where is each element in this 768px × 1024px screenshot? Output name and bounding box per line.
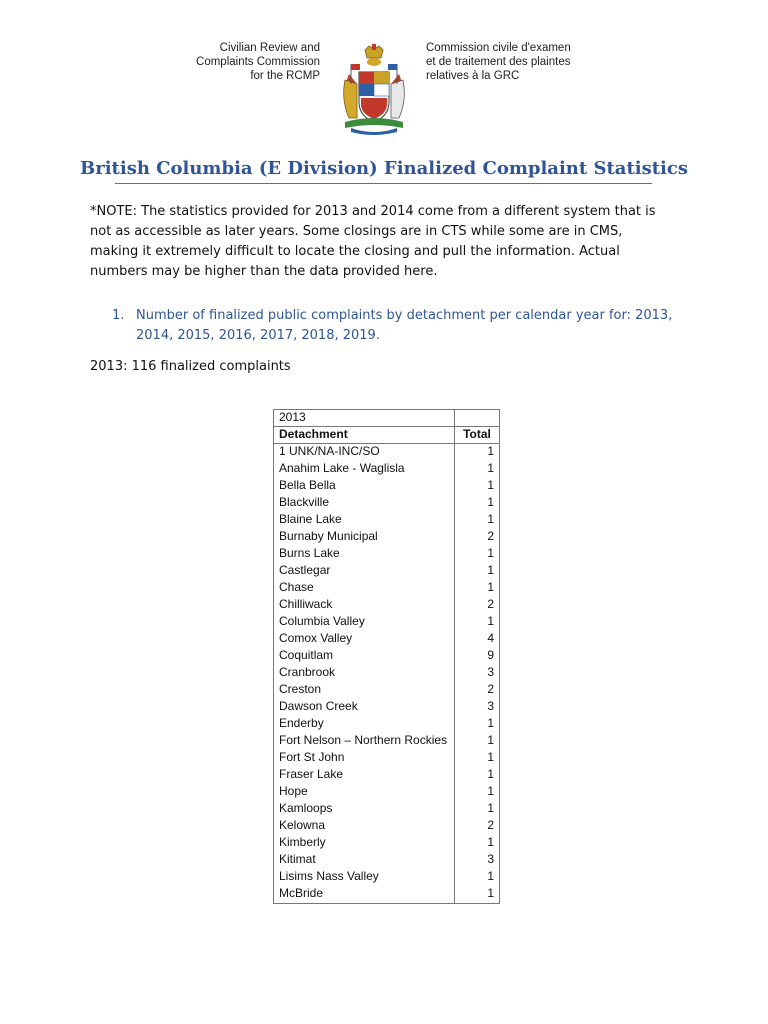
detachment-cell: Fraser Lake: [274, 767, 455, 784]
total-cell: 1: [455, 461, 500, 478]
table-row: [274, 597, 500, 614]
table-row: [274, 767, 500, 784]
table-year-empty: [455, 410, 500, 427]
detachment-cell: Lisims Nass Valley: [274, 869, 455, 886]
table-row: [274, 699, 500, 716]
org-fr-line: et de traitement des plaintes: [426, 56, 571, 68]
total-cell: 1: [455, 444, 500, 462]
total-cell: 1: [455, 478, 500, 495]
table-row: [274, 784, 500, 801]
total-cell: 2: [455, 597, 500, 614]
total-cell: 9: [455, 648, 500, 665]
table-row: [274, 801, 500, 818]
question-number: 1.: [112, 308, 125, 323]
total-cell: 4: [455, 631, 500, 648]
table-year-label: 2013: [274, 410, 455, 427]
total-cell: 1: [455, 784, 500, 801]
table-row: [274, 478, 500, 495]
table-row: [274, 648, 500, 665]
org-en-line: Civilian Review and: [219, 42, 320, 54]
total-cell: 1: [455, 750, 500, 767]
total-cell: 1: [455, 512, 500, 529]
table-row: [274, 750, 500, 767]
table-row: [274, 461, 500, 478]
complaints-table: [273, 409, 500, 904]
total-cell: 1: [455, 835, 500, 852]
table-row: [274, 852, 500, 869]
org-fr-line: Commission civile d'examen: [426, 42, 571, 54]
detachment-cell: Bella Bella: [274, 478, 455, 495]
table-row: [274, 682, 500, 699]
total-cell: 1: [455, 580, 500, 597]
total-cell: 1: [455, 563, 500, 580]
detachment-cell: 1 UNK/NA-INC/SO: [274, 444, 455, 462]
table-row: [274, 512, 500, 529]
table-row: [274, 665, 500, 682]
table-row: [274, 614, 500, 631]
total-cell: 1: [455, 614, 500, 631]
org-en-line: for the RCMP: [250, 70, 320, 82]
total-cell: 3: [455, 699, 500, 716]
detachment-cell: Anahim Lake - Waglisla: [274, 461, 455, 478]
column-header-detachment: Detachment: [274, 427, 455, 444]
table-row: [274, 563, 500, 580]
title-underline: [115, 183, 652, 184]
detachment-cell: Creston: [274, 682, 455, 699]
detachment-cell: Kitimat: [274, 852, 455, 869]
note-paragraph: *NOTE: The statistics provided for 2013 and 2014 come from a different system that is not as accessible as later years. Some closings are in CTS while some are in CMS, making it extremely difficult to locate the closing and pull the information. Actual numbers may be higher than the data provided here.: [90, 204, 656, 279]
org-en-line: Complaints Commission: [196, 56, 320, 68]
detachment-cell: Kelowna: [274, 818, 455, 835]
total-cell: 3: [455, 665, 500, 682]
org-name-english: [190, 41, 320, 83]
column-header-total: Total: [455, 427, 500, 444]
detachment-cell: Comox Valley: [274, 631, 455, 648]
detachment-cell: Castlegar: [274, 563, 455, 580]
letterhead: [0, 0, 768, 90]
table-row: [274, 818, 500, 835]
total-cell: 1: [455, 801, 500, 818]
table-header-row: [274, 427, 500, 444]
detachment-cell: Fort St John: [274, 750, 455, 767]
total-cell: 2: [455, 529, 500, 546]
detachment-cell: Chilliwack: [274, 597, 455, 614]
table-row: [274, 631, 500, 648]
total-cell: 1: [455, 495, 500, 512]
detachment-cell: Burns Lake: [274, 546, 455, 563]
detachment-cell: Cranbrook: [274, 665, 455, 682]
detachment-cell: Enderby: [274, 716, 455, 733]
table-year-row: [274, 410, 500, 427]
table-row: [274, 546, 500, 563]
total-cell: 1: [455, 546, 500, 563]
table-row: [274, 444, 500, 462]
detachment-cell: Fort Nelson – Northern Rockies: [274, 733, 455, 750]
table-row: [274, 733, 500, 750]
detachment-cell: McBride: [274, 886, 455, 904]
table-row: [274, 495, 500, 512]
org-fr-line: relatives à la GRC: [426, 70, 520, 82]
total-cell: 1: [455, 886, 500, 904]
org-name-french: [426, 41, 586, 83]
table-row: [274, 869, 500, 886]
detachment-cell: Dawson Creek: [274, 699, 455, 716]
total-cell: 1: [455, 767, 500, 784]
year-summary: 2013: 116 finalized complaints: [90, 359, 291, 374]
detachment-cell: Kimberly: [274, 835, 455, 852]
detachment-cell: Columbia Valley: [274, 614, 455, 631]
detachment-cell: Blaine Lake: [274, 512, 455, 529]
table-row: [274, 886, 500, 904]
total-cell: 2: [455, 682, 500, 699]
total-cell: 2: [455, 818, 500, 835]
table-row: [274, 835, 500, 852]
table-row: [274, 529, 500, 546]
detachment-cell: Blackville: [274, 495, 455, 512]
detachment-cell: Burnaby Municipal: [274, 529, 455, 546]
detachment-cell: Chase: [274, 580, 455, 597]
total-cell: 3: [455, 852, 500, 869]
coat-of-arms-icon: [339, 44, 409, 136]
question-text: Number of finalized public complaints by detachment per calendar year for: 2013, 2014, 2015, 2016, 2017, 2018, 2019.: [136, 308, 673, 343]
detachment-cell: Kamloops: [274, 801, 455, 818]
total-cell: 1: [455, 716, 500, 733]
detachment-cell: Coquitlam: [274, 648, 455, 665]
page-title: British Columbia (E Division) Finalized Complaint Statistics: [80, 158, 688, 179]
table-row: [274, 580, 500, 597]
total-cell: 1: [455, 869, 500, 886]
table-row: [274, 716, 500, 733]
detachment-cell: Hope: [274, 784, 455, 801]
total-cell: 1: [455, 733, 500, 750]
